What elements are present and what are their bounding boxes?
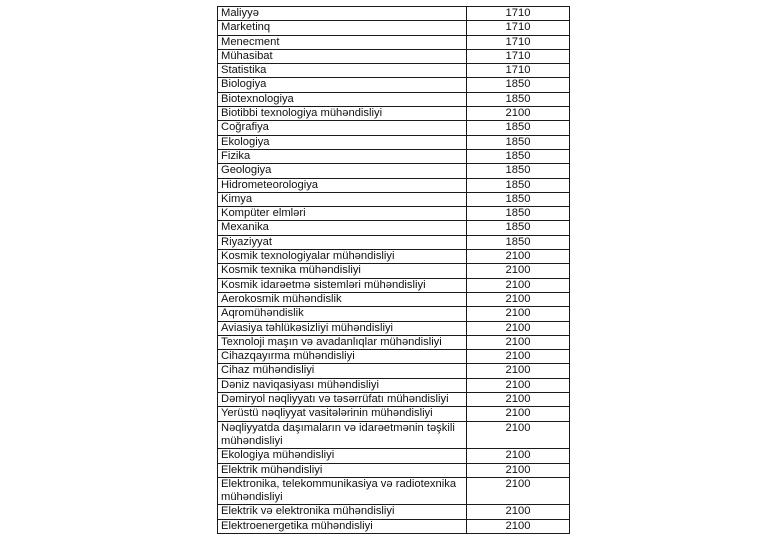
passing-score-cell: 1710 xyxy=(467,35,570,49)
table-row xyxy=(218,505,570,519)
table-row xyxy=(218,407,570,421)
program-name-cell: Cihaz mühəndisliyi xyxy=(218,364,467,378)
program-name-cell: Geologiya xyxy=(218,164,467,178)
table-row xyxy=(218,164,570,178)
passing-score-cell: 2100 xyxy=(467,477,570,505)
passing-score-cell: 2100 xyxy=(467,393,570,407)
table-row xyxy=(218,21,570,35)
table-row xyxy=(218,519,570,533)
passing-score-cell: 1850 xyxy=(467,92,570,106)
passing-score-cell: 2100 xyxy=(467,321,570,335)
table-row xyxy=(218,192,570,206)
table-row xyxy=(218,107,570,121)
program-name-cell: Maliyyə xyxy=(218,7,467,21)
table-row xyxy=(218,264,570,278)
table-row xyxy=(218,78,570,92)
passing-score-cell: 1710 xyxy=(467,49,570,63)
table-row xyxy=(218,307,570,321)
passing-score-cell: 1850 xyxy=(467,135,570,149)
table-row xyxy=(218,64,570,78)
table-row xyxy=(218,477,570,505)
program-name-cell: Coğrafiya xyxy=(218,121,467,135)
table-row xyxy=(218,35,570,49)
table-row xyxy=(218,121,570,135)
passing-score-cell: 1850 xyxy=(467,221,570,235)
passing-score-cell: 2100 xyxy=(467,407,570,421)
program-name-cell: Biotexnologiya xyxy=(218,92,467,106)
passing-score-cell: 2100 xyxy=(467,107,570,121)
passing-score-cell: 1850 xyxy=(467,78,570,92)
program-name-cell: Mexanika xyxy=(218,221,467,235)
table-row xyxy=(218,335,570,349)
passing-score-cell: 1850 xyxy=(467,121,570,135)
table-row xyxy=(218,292,570,306)
table-row xyxy=(218,7,570,21)
program-name-cell: Elektrik mühəndisliyi xyxy=(218,463,467,477)
passing-score-cell: 2100 xyxy=(467,505,570,519)
program-name-cell: Kosmik idarəetmə sistemləri mühəndisliyi xyxy=(218,278,467,292)
program-name-cell: Texnoloji maşın və avadanlıqlar mühəndisliyi xyxy=(218,335,467,349)
program-name-cell: Ekologiya xyxy=(218,135,467,149)
program-name-cell: Ekologiya mühəndisliyi xyxy=(218,449,467,463)
table-row xyxy=(218,149,570,163)
passing-score-cell: 2100 xyxy=(467,307,570,321)
program-name-cell: Elektrik və elektronika mühəndisliyi xyxy=(218,505,467,519)
table-row xyxy=(218,221,570,235)
program-name-cell: Kompüter elmləri xyxy=(218,207,467,221)
table-row xyxy=(218,49,570,63)
program-name-cell: Elektronika, telekommunikasiya və radiotexnika mühəndisliyi xyxy=(218,477,467,505)
table-row xyxy=(218,364,570,378)
passing-score-cell: 1710 xyxy=(467,7,570,21)
program-name-cell: Hidrometeorologiya xyxy=(218,178,467,192)
table-row xyxy=(218,421,570,449)
table-row xyxy=(218,278,570,292)
table-row xyxy=(218,350,570,364)
table-row xyxy=(218,250,570,264)
program-name-cell: Elektroenergetika mühəndisliyi xyxy=(218,519,467,533)
table-row xyxy=(218,207,570,221)
program-name-cell: Mühasibat xyxy=(218,49,467,63)
passing-score-cell: 1850 xyxy=(467,149,570,163)
passing-score-cell: 1850 xyxy=(467,164,570,178)
table-row xyxy=(218,92,570,106)
program-name-cell: Statistika xyxy=(218,64,467,78)
program-name-cell: Aqromühəndislik xyxy=(218,307,467,321)
passing-score-cell: 2100 xyxy=(467,292,570,306)
table-row xyxy=(218,178,570,192)
passing-score-cell: 2100 xyxy=(467,364,570,378)
passing-score-cell: 1850 xyxy=(467,178,570,192)
passing-score-cell: 2100 xyxy=(467,250,570,264)
program-name-cell: Aerokosmik mühəndislik xyxy=(218,292,467,306)
passing-score-cell: 2100 xyxy=(467,421,570,449)
passing-score-cell: 2100 xyxy=(467,378,570,392)
table-row xyxy=(218,235,570,249)
program-name-cell: Marketinq xyxy=(218,21,467,35)
program-name-cell: Riyaziyyat xyxy=(218,235,467,249)
passing-score-cell: 1710 xyxy=(467,64,570,78)
program-name-cell: Kosmik texnika mühəndisliyi xyxy=(218,264,467,278)
table-row xyxy=(218,378,570,392)
program-name-cell: Biologiya xyxy=(218,78,467,92)
program-name-cell: Dəniz naviqasiyası mühəndisliyi xyxy=(218,378,467,392)
table-row xyxy=(218,449,570,463)
program-name-cell: Aviasiya təhlükəsizliyi mühəndisliyi xyxy=(218,321,467,335)
table-row xyxy=(218,135,570,149)
table-row xyxy=(218,393,570,407)
program-name-cell: Biotibbi texnologiya mühəndisliyi xyxy=(218,107,467,121)
passing-score-cell: 2100 xyxy=(467,463,570,477)
program-name-cell: Yerüstü nəqliyyat vasitələrinin mühəndisliyi xyxy=(218,407,467,421)
program-name-cell: Kosmik texnologiyalar mühəndisliyi xyxy=(218,250,467,264)
passing-score-cell: 1850 xyxy=(467,207,570,221)
passing-score-cell: 1850 xyxy=(467,235,570,249)
program-name-cell: Nəqliyyatda daşımaların və idarəetmənin təşkili mühəndisliyi xyxy=(218,421,467,449)
table-body xyxy=(218,7,570,534)
passing-score-cell: 1850 xyxy=(467,192,570,206)
program-score-table xyxy=(217,6,570,534)
passing-score-cell: 2100 xyxy=(467,350,570,364)
passing-score-cell: 2100 xyxy=(467,519,570,533)
passing-score-cell: 1710 xyxy=(467,21,570,35)
table-row xyxy=(218,463,570,477)
passing-score-cell: 2100 xyxy=(467,335,570,349)
program-name-cell: Menecment xyxy=(218,35,467,49)
table-row xyxy=(218,321,570,335)
passing-score-cell: 2100 xyxy=(467,449,570,463)
program-name-cell: Dəmiryol nəqliyyatı və təsərrüfatı mühəndisliyi xyxy=(218,393,467,407)
passing-score-cell: 2100 xyxy=(467,278,570,292)
program-name-cell: Fizika xyxy=(218,149,467,163)
passing-score-cell: 2100 xyxy=(467,264,570,278)
program-name-cell: Cihazqayırma mühəndisliyi xyxy=(218,350,467,364)
program-name-cell: Kimya xyxy=(218,192,467,206)
